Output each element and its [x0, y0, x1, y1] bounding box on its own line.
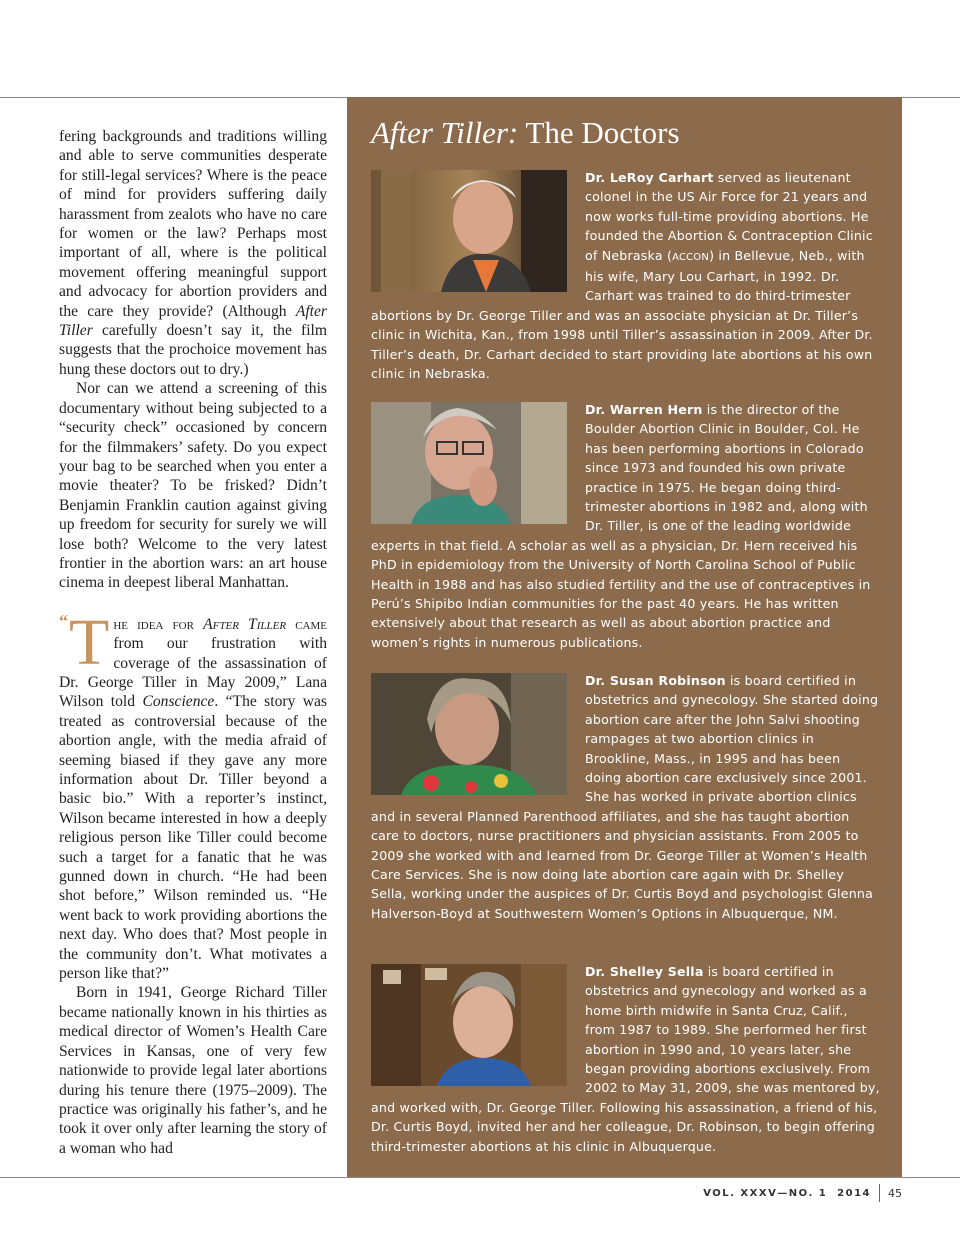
bottom-rule	[0, 1177, 960, 1178]
sidebar-box	[347, 97, 902, 1177]
portrait-photo-carhart	[371, 170, 567, 292]
bio-sella: Dr. Shelley Sella is board certified in obstetrics and gynecology and worked as a home birth midwife in Santa Cruz, Calif., from 1987 to 1989. She performed her first abortion in 1990 and, 10 years later, she began providing abortions exclusively. From 2002 to May 31, 2009, she was mentored by, and worked with, Dr. George Tiller. Following his assassination, a friend of his, Dr. Curtis Boyd, invited her and her colleague, Dr. Robinson, to begin offering third-trimester abortions at his clinic in Albuquerque.	[371, 964, 880, 1154]
portrait-photo-sella	[371, 964, 567, 1086]
article-body	[59, 127, 327, 1158]
paragraph: fering backgrounds and traditions willing and able to serve communities desperate for still-legal services? Where is the peace of mind for providers suffering daily harassment from zealots who have no care for women or the law? Perhaps most important of all, where is the political movement offering meaningful support and advocacy for abortion providers and the care they provide? (Although After Tiller carefully doesn’t say it, the film suggests that the prochoice movement has hung these doctors out to dry.)	[59, 128, 327, 378]
page-footer	[703, 1184, 902, 1202]
issue-info: VOL. XXXV—NO. 1 2014	[703, 1187, 871, 1199]
sidebar-title: After Tiller: The Doctors	[371, 115, 680, 150]
footer-divider	[879, 1184, 880, 1202]
paragraph: Nor can we attend a screening of this documentary without being subjected to a “security check” occasioned by concern for the filmmakers’ safety. Do you expect your bag to be searched when you enter a movie theater? To be frisked? Didn’t Benjamin Franklin caution against giving up freedom for security for surely we will lose both? Welcome to the very latest frontier in the abortion wars: an art house cinema in deepest liberal Manhattan.	[59, 380, 327, 592]
section-lead-paragraph: “ T he idea for After Tiller came from our frustration with coverage of the assassination of Dr. George Tiller in May 2009,” Lana Wilson told Conscience. “The story was treated as controversial because of the abortion angle, with the media afraid of seeming biased if they gave any more information about Dr. Tiller beyond a basic bio.” With a reporter’s instinct, Wilson became interested in how a deeply religious person like Tiller could become such a target for a fanatic that he was gunned down in church. “He had been shot before,” Wilson reminded us. “He went back to work providing abortions the next day. Who does that? Most people in the community don’t. What motivates a person like that?”	[59, 605, 328, 983]
paragraph: Born in 1941, George Richard Tiller became nationally known in his thirties as medical director of Women’s Health Care Services in Kansas, one of very few nationwide to provide legal later abortions during his tenure there (1975–2009). The practice was originally his father’s, and he took it over only after learning the story of a woman who had	[59, 984, 327, 1157]
portrait-photo-robinson	[371, 673, 567, 795]
bio-robinson: Dr. Susan Robinson is board certified in obstetrics and gynecology. She started doing abortion care after the John Salvi shooting rampages at two abortion clinics in Brookline, Mass., in 1995 and has been doing abortion care exclusively since 2001. She has worked in private abortion clinics and in several Planned Parenthood affiliates, and she has taught abortion care to doctors, nurse practitioners and physician assistants. From 2005 to 2009 she worked with and learned from Dr. George Tiller at Women’s Health Care Services. She is now doing late abortion care again with Dr. Shelley Sella, working under the auspices of Dr. Curtis Boyd and psychologist Glenna Halverson-Boyd at Southwestern Women’s Options in Albuquerque, NM.	[371, 673, 879, 921]
lead-in: he idea for After Tiller came	[113, 615, 328, 633]
bio-carhart: Dr. LeRoy Carhart served as lieutenant colonel in the US Air Force for 21 years and now works full-time providing abortions. He founded the Abortion & Contraception Clinic of Nebraska (ACCON) in Bellevue, Neb., with his wife, Mary Lou Carhart, in 1992. Dr. Carhart was trained to do third-trimester abortions by Dr. George Tiller and was an associate physician at Dr. Tiller’s clinic in Wichita, Kan., from 1998 until Tiller’s assassination in 2009. After Dr. Tiller’s death, Dr. Carhart decided to start providing late abortions at his own clinic in Nebraska.	[371, 170, 873, 382]
portrait-photo-hern	[371, 402, 567, 524]
drop-quote-mark: “	[59, 610, 68, 631]
page-number: 45	[888, 1186, 902, 1200]
bio-hern: Dr. Warren Hern is the director of the Boulder Abortion Clinic in Boulder, Col. He has been performing abortions in Colorado since 1973 and founded his own private practice in 1975. He began doing third-trimester abortions in 1982 and, along with Dr. Tiller, is one of the leading worldwide experts in that field. A scholar as well as a physician, Dr. Hern received his PhD in epidemiology from the University of North Carolina School of Public Health in 1988 and has also studied fertility and the use of contraceptives in Perú’s Shipibo Indian communities for the past 40 years. He has written extensively about that research as well as about abortion practice and women’s rights in numerous publications.	[371, 402, 871, 650]
drop-cap: T	[69, 605, 110, 679]
